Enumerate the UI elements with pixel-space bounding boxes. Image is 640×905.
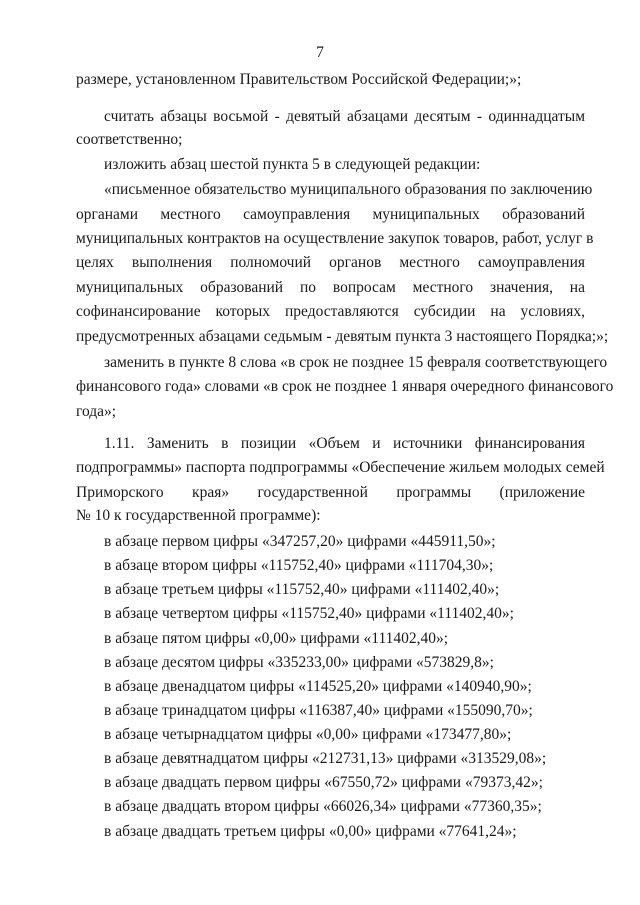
text-line: финансового года» словами «в срок не позднее 1 января очередного финансового bbox=[76, 378, 614, 395]
list-item: в абзаце двенадцатом цифры «114525,20» цифрами «140940,90»; bbox=[104, 678, 532, 695]
list-item: в абзаце десятом цифры «335233,00» цифрами «573829,8»; bbox=[104, 654, 494, 671]
text-line: года»; bbox=[76, 403, 117, 420]
text-line: заменить в пункте 8 слова «в срок не позднее 15 февраля соответствующего bbox=[104, 354, 608, 371]
text-line: муниципальных контрактов на осуществление закупок товаров, работ, услуг в bbox=[76, 230, 594, 247]
list-item: в абзаце пятом цифры «0,00» цифрами «111402,40»; bbox=[104, 630, 449, 647]
list-item: в абзаце двадцать первом цифры «67550,72» цифрами «79373,42»; bbox=[104, 774, 543, 791]
text-line: «письменное обязательство муниципального образования по заключению bbox=[104, 181, 593, 198]
text-line: считать абзацы восьмой - девятый абзацами десятым - одиннадцатым bbox=[104, 108, 585, 125]
text-line: софинансирование которых предоставляются субсидии на условиях, bbox=[76, 303, 585, 320]
list-item: в абзаце тринадцатом цифры «116387,40» цифрами «155090,70»; bbox=[104, 702, 533, 719]
text-line: № 10 к государственной программе): bbox=[76, 507, 321, 524]
list-item: в абзаце первом цифры «347257,20» цифрами «445911,50»; bbox=[104, 533, 496, 550]
text-line: Приморского края» государственной программы (приложение bbox=[76, 484, 585, 501]
text-line: изложить абзац шестой пункта 5 в следующей редакции: bbox=[104, 156, 481, 173]
page-number: 7 bbox=[316, 44, 324, 61]
list-item: в абзаце двадцать втором цифры «66026,34» цифрами «77360,35»; bbox=[104, 798, 542, 815]
text-line: предусмотренных абзацами седьмым - девятым пункта 3 настоящего Порядка;»; bbox=[76, 328, 609, 345]
list-item: в абзаце четырнадцатом цифры «0,00» цифрами «173477,80»; bbox=[104, 726, 512, 743]
text-line: размере, установленном Правительством Российской Федерации;»; bbox=[76, 71, 522, 88]
text-line: 1.11. Заменить в позиции «Объем и источники финансирования bbox=[104, 435, 585, 452]
list-item: в абзаце девятнадцатом цифры «212731,13» цифрами «313529,08»; bbox=[104, 750, 547, 767]
text-line: целях выполнения полномочий органов местного самоуправления bbox=[76, 254, 585, 271]
list-item: в абзаце двадцать третьем цифры «0,00» цифрами «77641,24»; bbox=[104, 823, 517, 840]
list-item: в абзаце втором цифры «115752,40» цифрами «111704,30»; bbox=[104, 557, 494, 574]
list-item: в абзаце третьем цифры «115752,40» цифрами «111402,40»; bbox=[104, 581, 500, 598]
text-line: соответственно; bbox=[76, 131, 183, 148]
text-line: муниципальных образований по вопросам местного значения, на bbox=[76, 279, 585, 296]
list-item: в абзаце четвертом цифры «115752,40» цифрами «111402,40»; bbox=[104, 605, 514, 622]
text-line: органами местного самоуправления муниципальных образований bbox=[76, 206, 585, 223]
text-line: подпрограммы» паспорта подпрограммы «Обеспечение жильем молодых семей bbox=[76, 459, 605, 476]
